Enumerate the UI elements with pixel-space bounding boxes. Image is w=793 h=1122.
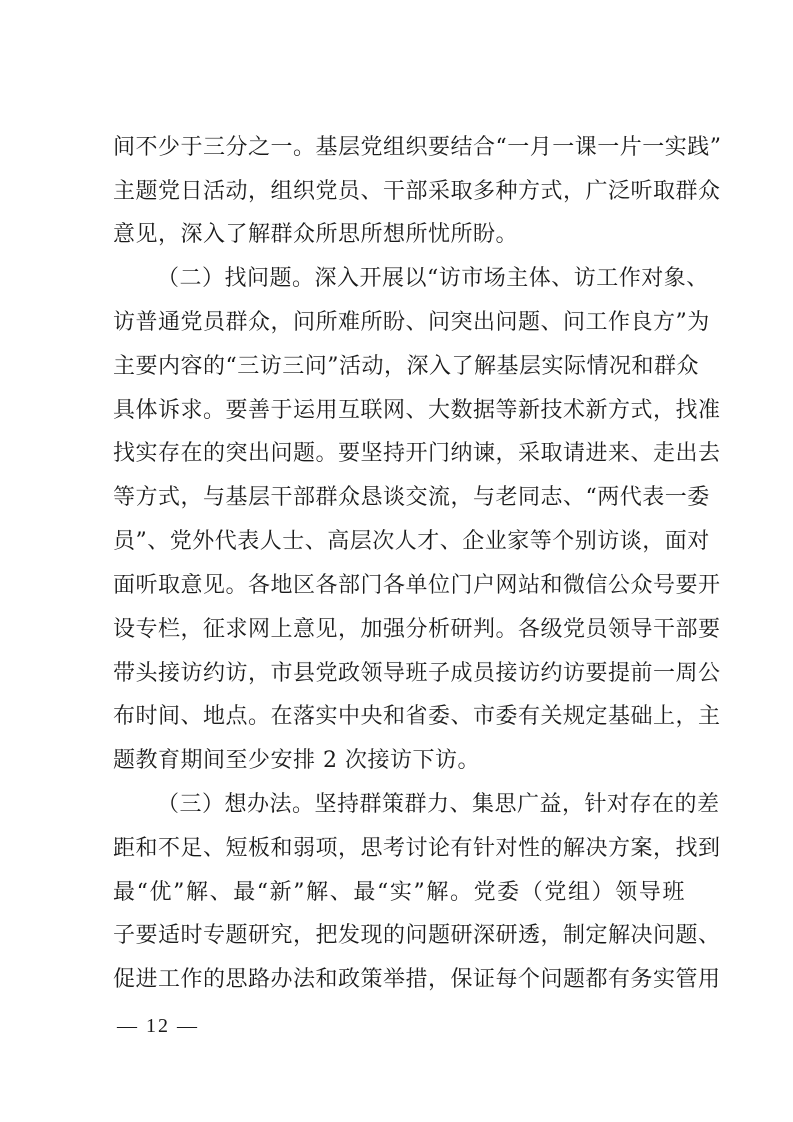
text-line: 最“优”解、最“新”解、最“实”解。党委（党组）领导班: [113, 880, 685, 905]
section-heading-line: （三）想办法。坚持群策群力、集思广益，针对存在的差: [157, 792, 720, 817]
text-line: 等方式，与基层干部群众恳谈交流，与老同志、“两代表一委: [113, 485, 710, 510]
text-line: 主要内容的“三访三问”活动，深入了解基层实际情况和群众: [113, 354, 699, 379]
text-line: 题教育期间至少安排 2 次接访下访。: [113, 748, 480, 773]
text-line: 设专栏，征求网上意见，加强分析研判。各级党员领导干部要: [113, 617, 721, 642]
page-number: — 12 —: [117, 1015, 199, 1037]
text-line: 促进工作的思路办法和政策举措，保证每个问题都有务实管用: [113, 967, 721, 992]
text-line: 子要适时专题研究，把发现的问题研深研透，制定解决问题、: [113, 923, 721, 948]
text-line: 主题党日活动，组织党员、干部采取多种方式，广泛听取群众: [113, 179, 721, 204]
text-line: 带头接访约访，市县党政领导班子成员接访约访要提前一周公: [113, 661, 721, 686]
text-line: 意见，深入了解群众所思所想所忧所盼。: [113, 222, 519, 247]
text-line: 找实存在的突出问题。要坚持开门纳谏，采取请进来、走出去: [113, 441, 721, 466]
text-line: 面听取意见。各地区各部门各单位门户网站和微信公众号要开: [113, 573, 721, 598]
text-line: 间不少于三分之一。基层党组织要结合“一月一课一片一实践”: [113, 135, 722, 160]
text-line: 距和不足、短板和弱项，思考讨论有针对性的解决方案，找到: [113, 836, 721, 861]
text-line: 具体诉求。要善于运用互联网、大数据等新技术新方式，找准: [113, 398, 721, 423]
text-line: 员”、党外代表人士、高层次人才、企业家等个别访谈，面对: [113, 529, 710, 554]
section-heading-line: （二）找问题。深入开展以“访市场主体、访工作对象、: [157, 266, 709, 291]
text-line: 布时间、地点。在落实中央和省委、市委有关规定基础上，主: [113, 704, 721, 729]
text-line: 访普通党员群众，问所难所盼、问突出问题、问工作良方”为: [113, 310, 710, 335]
